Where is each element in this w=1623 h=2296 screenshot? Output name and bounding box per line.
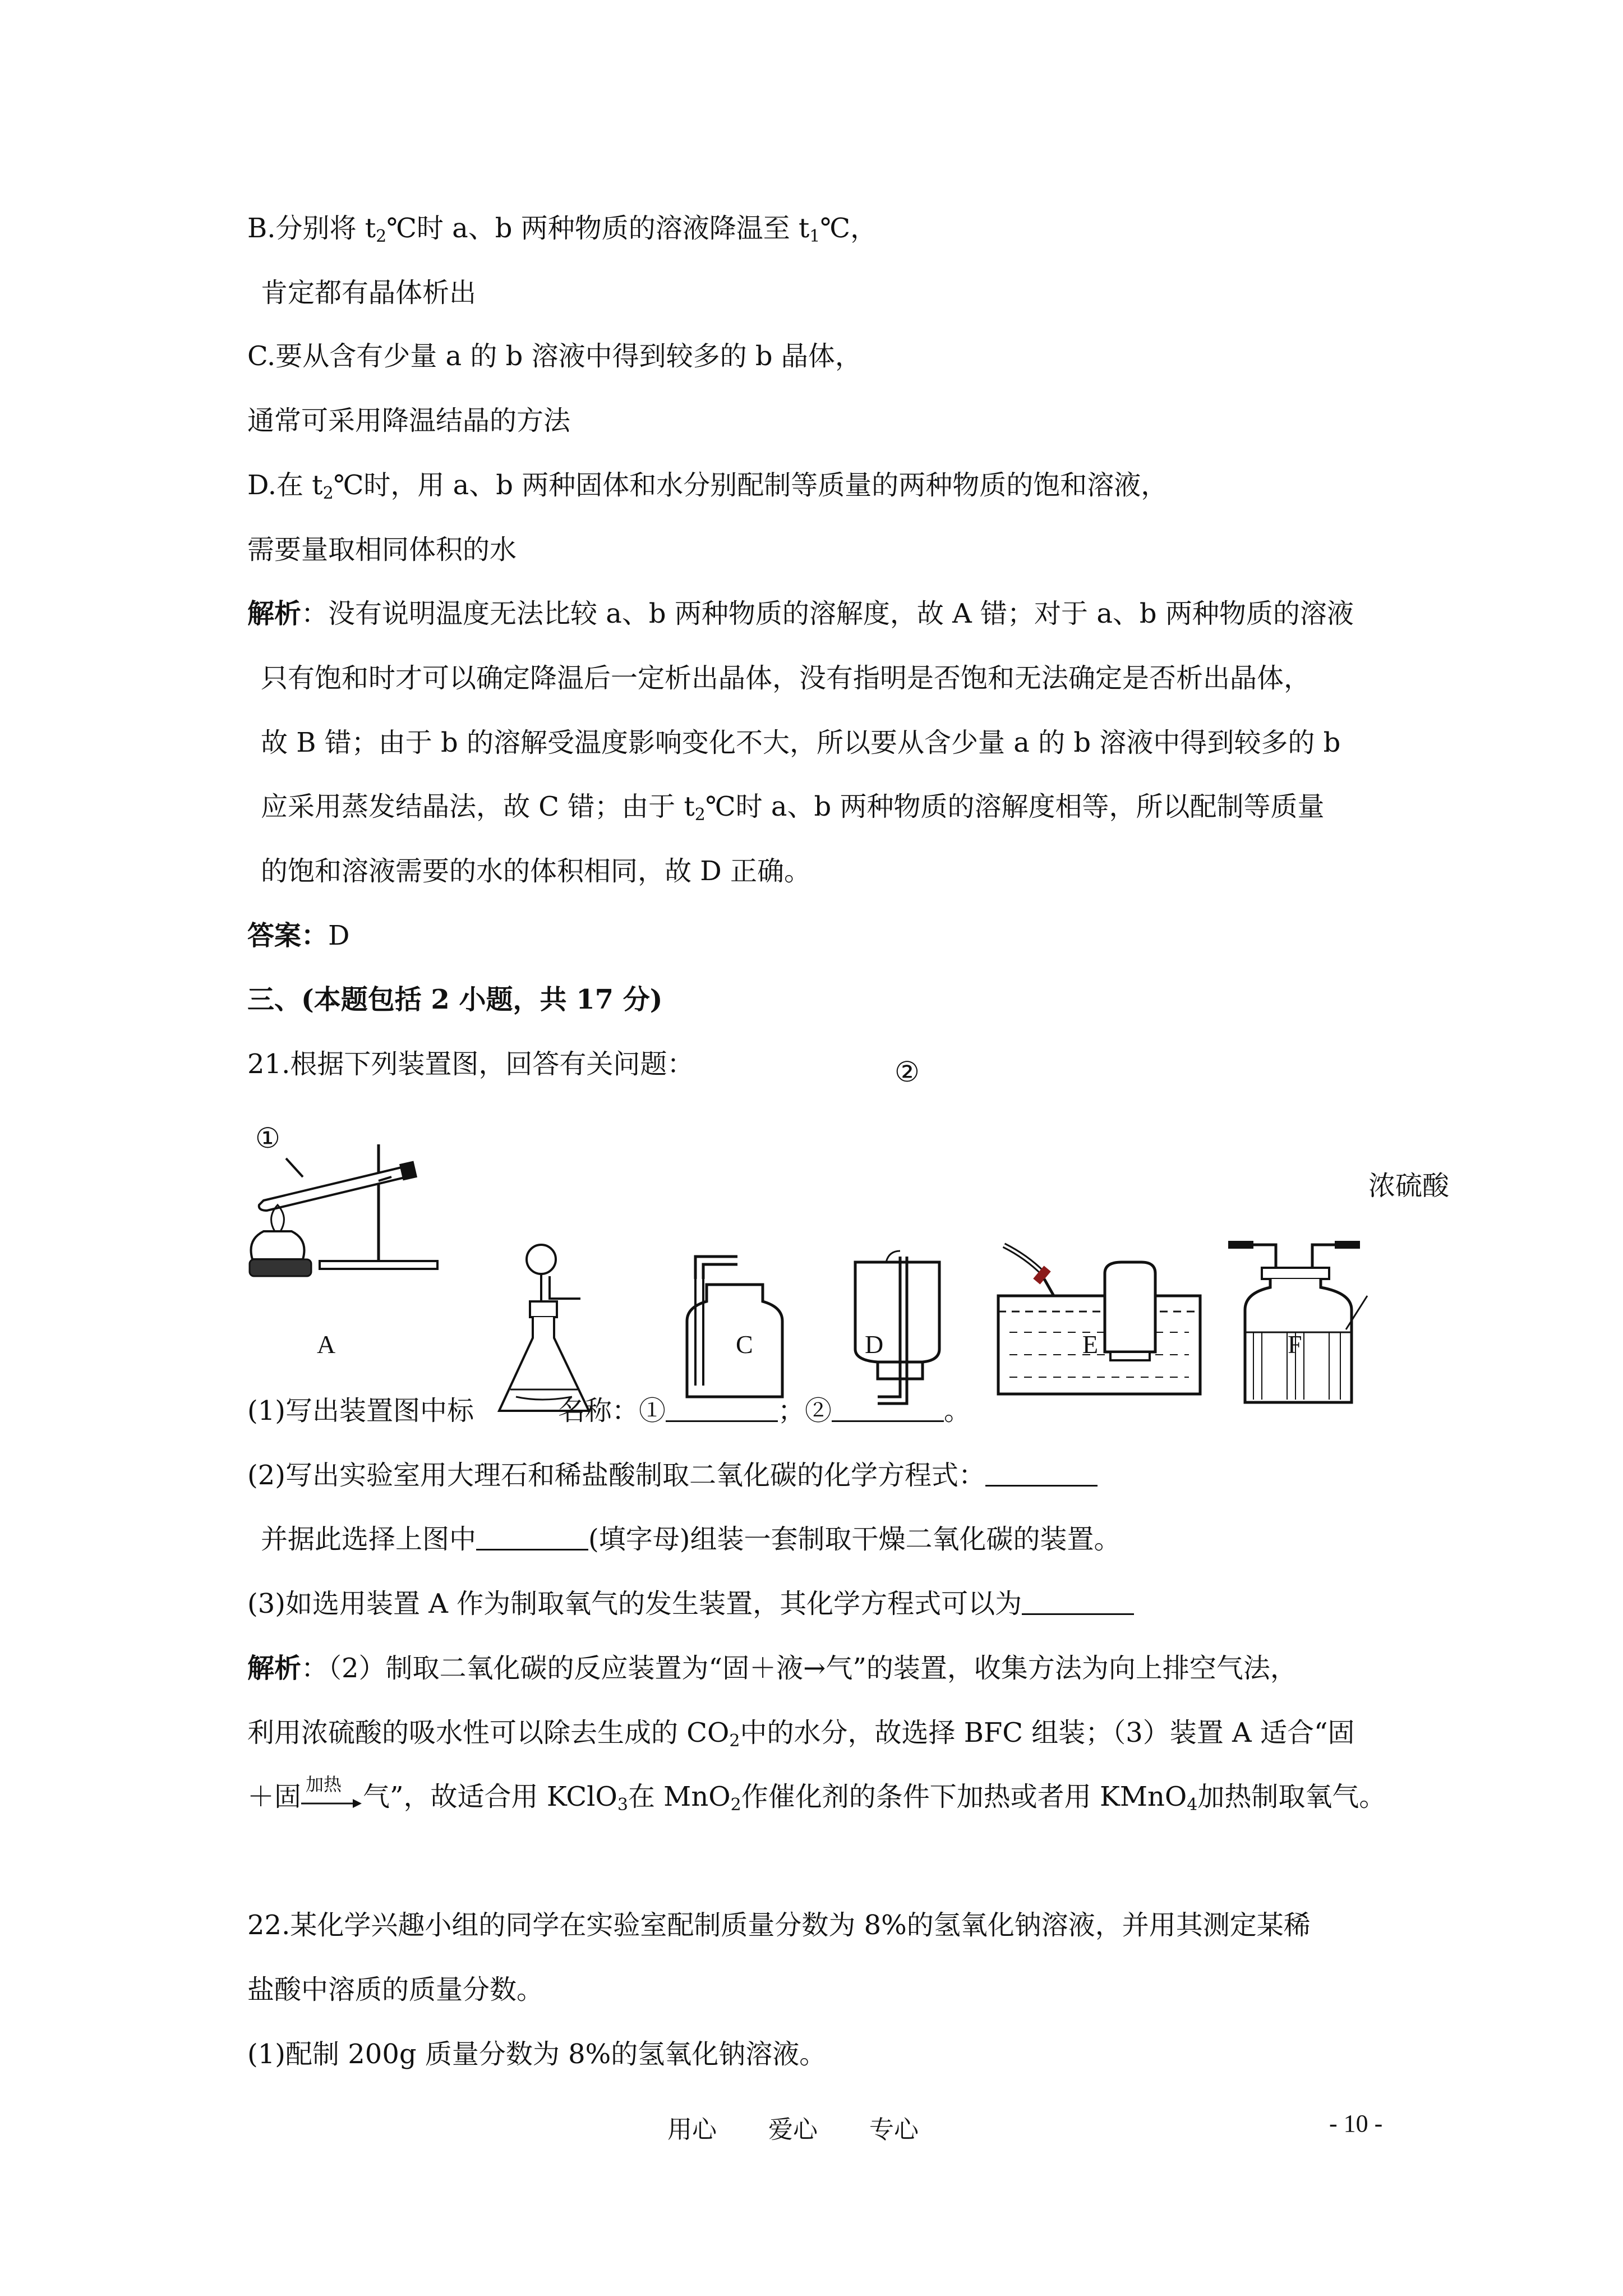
analysis-1-line4: 应采用蒸发结晶法，故 C 错；由于 $t_2℃$时 a、b 两种物质的溶解度相等，所以配制等质量 [261,791,1325,825]
marker-1: ① [255,1122,280,1154]
label-e: E [1082,1330,1099,1359]
option-c-line2: 通常可采用降温结晶的方法 [247,405,571,436]
analysis-2-line1: 解析：（2）制取二氧化碳的反应装置为“固＋液→气”的装置，收集方法为向上排空气法， [247,1653,1297,1684]
option-c-line1: C.要从含有少量 a 的 b 溶液中得到较多的 b 晶体， [247,341,862,372]
blank-3[interactable] [985,1461,1098,1487]
option-d-line1: D.在 $t_2℃$时，用 a、b 两种固体和水分别配制等质量的两种物质的饱和溶液， [247,470,1168,503]
option-d-line2: 需要量取相同体积的水 [247,534,517,565]
answer-line: 答案：D [247,920,350,951]
analysis-1-line2: 只有饱和时才可以确定降温后一定析出晶体，没有指明是否饱和无法确定是否析出晶体， [261,662,1311,694]
analysis-1-line1: 解析：没有说明温度无法比较 a、b 两种物质的溶解度，故 A 错；对于 a、b 两种物质的溶液 [247,598,1354,629]
label-a: A [317,1330,336,1359]
blank-4[interactable] [476,1525,588,1550]
option-b-line2: 肯定都有晶体析出 [261,277,477,309]
q21-part2b: 并据此选择上图中 (填字母)组装一套制取干燥二氧化碳的装置。 [261,1524,1121,1555]
option-b-line1: B.分别将 $t_2℃$时 a、b 两种物质的溶液降温至 $t_1℃$， [247,213,878,246]
footer-motto-2: 爱心 [768,2115,818,2144]
marker-2: ② [895,1056,920,1088]
q21-part1: (1)写出装置图中标 名称：① ；② 。 [247,1395,971,1427]
section-heading: 三、(本题包括 2 小题，共 17 分) [247,984,663,1015]
blank-2[interactable] [832,1397,944,1422]
footer-motto-1: 用心 [667,2115,717,2144]
acid-label: 浓硫酸 [1368,1170,1450,1202]
apparatus-d [844,1251,956,1414]
footer-motto-3: 专心 [869,2115,919,2144]
apparatus-f [1228,1234,1374,1414]
blank-5[interactable] [1022,1590,1134,1615]
label-d: D [865,1330,884,1359]
q22-line3: (1)配制 200g 质量分数为 8%的氢氧化钠溶液。 [247,2039,827,2070]
apparatus-a [241,1139,488,1290]
label-c: C [736,1330,753,1359]
page-number: - 10 - [1329,2110,1383,2137]
analysis-2-line3: ＋固 加热 气”，故适合用 KClO$_3$在 MnO$_2$作催化剂的条件下加热或者用 KMnO$_4$加热制取氧气。 [247,1774,1386,1815]
apparatus-e [993,1240,1206,1408]
q22-line2: 盐酸中溶质的质量分数。 [247,1974,544,2005]
analysis-2-line2: 利用浓硫酸的吸水性可以除去生成的 $CO_2$中的水分，故选择 BFC 组装；（3）装置 A 适合“固 [247,1717,1355,1751]
analysis-1-line5: 的饱和溶液需要的水的体积相同，故 D 正确。 [261,855,811,887]
q21-part2: (2)写出实验室用大理石和稀盐酸制取二氧化碳的化学方程式： [247,1457,1098,1493]
apparatus-c [679,1251,791,1402]
label-f: F [1288,1330,1302,1359]
q21-stem: 21.根据下列装置图，回答有关问题： [247,1048,694,1080]
q22-line1: 22.某化学兴趣小组的同学在实验室配制质量分数为 8%的氢氧化钠溶液，并用其测定某稀 [247,1910,1311,1941]
analysis-1-line3: 故 B 错；由于 b 的溶解受温度影响变化不大，所以要从含少量 a 的 b 溶液中得到较多的 b [261,727,1341,758]
heating-arrow: 加热 [301,1779,363,1815]
q21-part3: (3)如选用装置 A 作为制取氧气的发生装置，其化学方程式可以为 [247,1586,1134,1622]
blank-1[interactable] [666,1397,778,1422]
